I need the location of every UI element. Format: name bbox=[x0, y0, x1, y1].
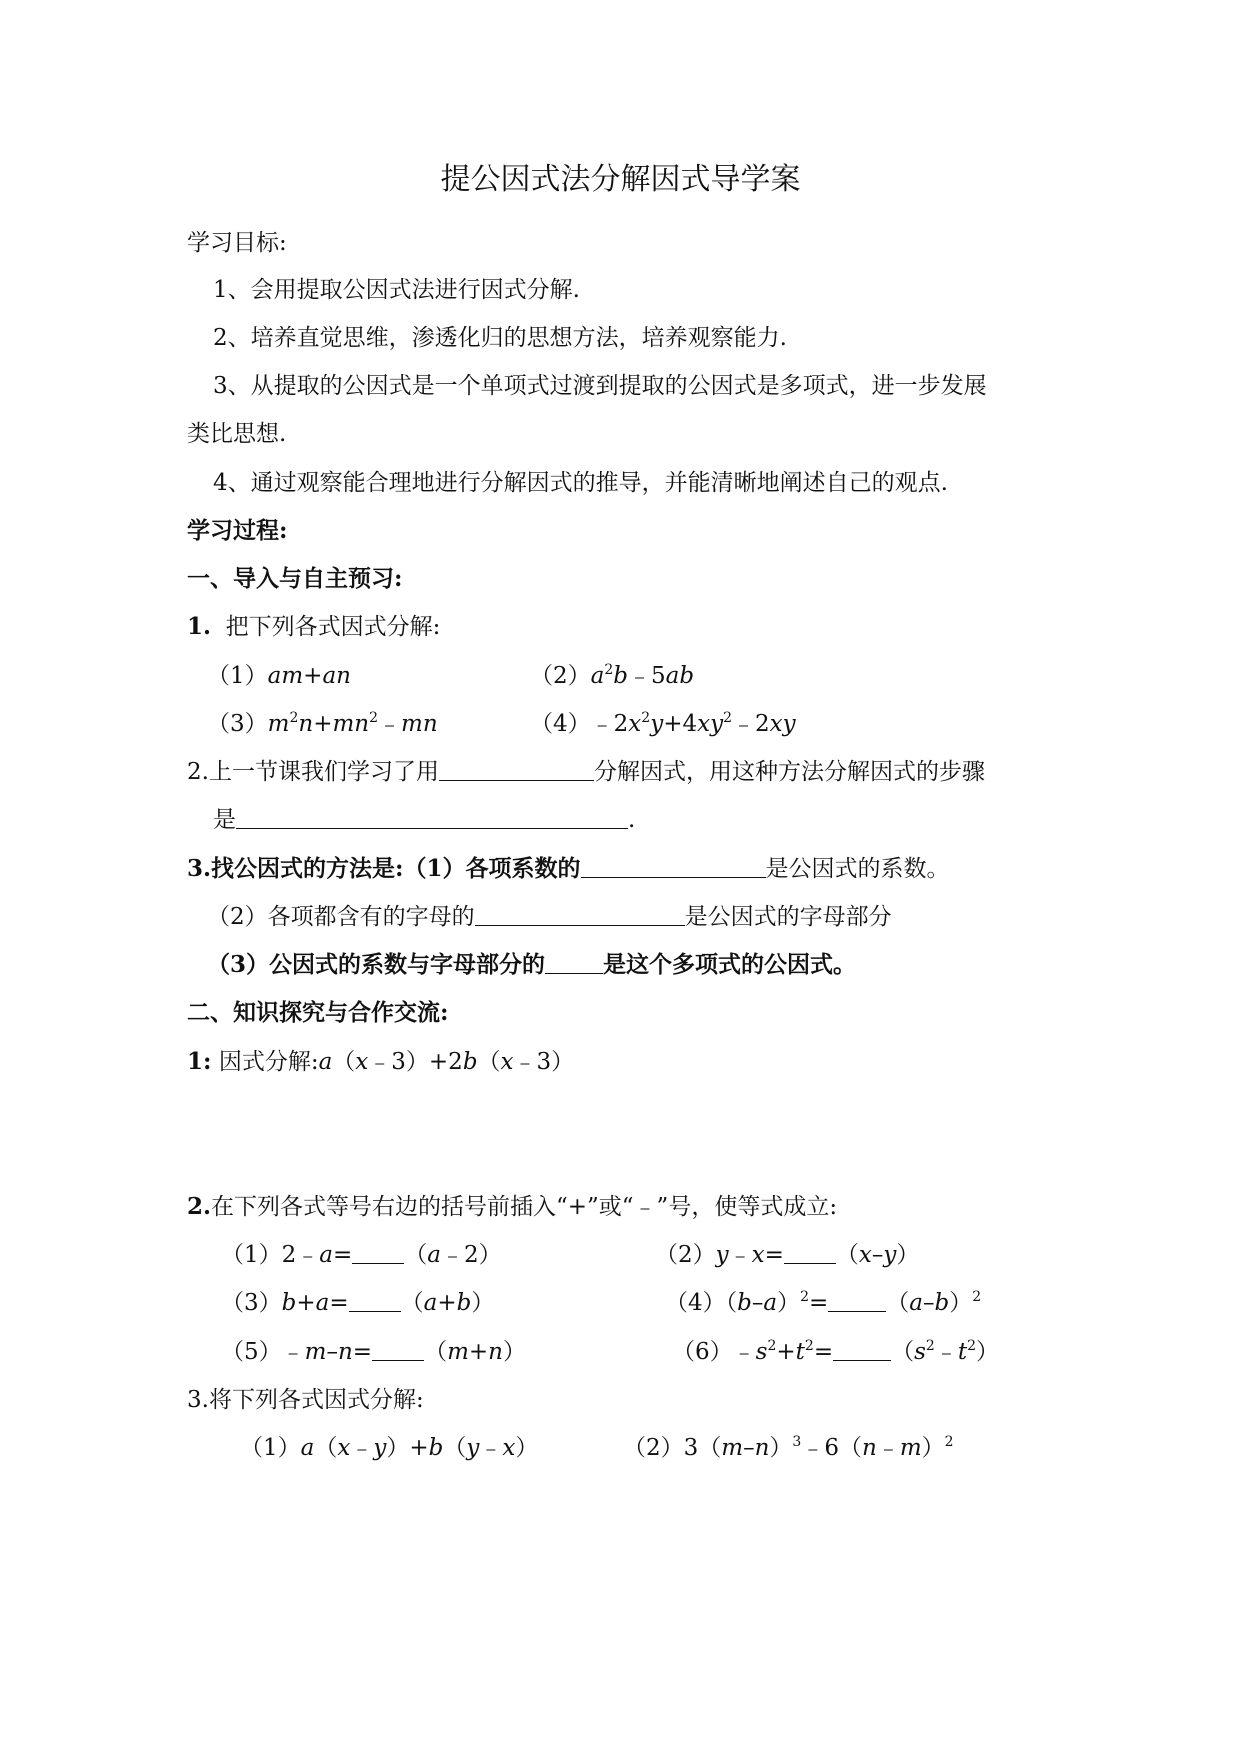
sign-blank[interactable] bbox=[352, 1241, 404, 1264]
section1-heading: 一、导入与自主预习: bbox=[187, 565, 403, 592]
sign-item-2: （2）y﹣x= （x–y） bbox=[655, 1242, 920, 1268]
expression-1: （1）am+an bbox=[207, 663, 351, 689]
factor-item-1: （1）a（x﹣y）+b（y﹣x） bbox=[240, 1435, 539, 1461]
objective-item-4: 4、通过观察能合理地进行分解因式的推导，并能清晰地阐述自己的观点. bbox=[213, 470, 948, 496]
sign-blank[interactable] bbox=[833, 1338, 891, 1361]
sign-blank[interactable] bbox=[828, 1289, 886, 1312]
section2-question-3: 3.将下列各式因式分解: bbox=[187, 1387, 424, 1413]
objective-item-3-continued: 类比思想. bbox=[187, 421, 287, 447]
process-heading: 学习过程: bbox=[187, 517, 288, 544]
question-text: 把下列各式因式分解: bbox=[225, 614, 441, 640]
section1-question-2: 2.上一节课我们学习了用 分解因式，用这种方法分解因式的步骤 bbox=[187, 759, 985, 785]
expression-2: $(2)a^2b﹣5ab$ bbox=[530, 662, 695, 689]
answer-blank[interactable] bbox=[439, 758, 594, 781]
sign-item-4: $(4)(b-a)^2= (a-b)^2$ bbox=[665, 1289, 982, 1316]
section2-question-1: 1: 因式分解:a（x﹣3）+2b（x﹣3） bbox=[187, 1048, 575, 1075]
sign-item-6: $(6)﹣s^2+t^2=$ $(s^2﹣t^2)$ bbox=[672, 1338, 1000, 1365]
page-title: 提公因式法分解因式导学案 bbox=[440, 162, 801, 197]
sign-blank[interactable] bbox=[349, 1289, 401, 1312]
sign-item-5: （5）﹣m–n= （m+n） bbox=[221, 1339, 526, 1365]
question-number: 1. bbox=[187, 613, 212, 640]
objectives-heading: 学习目标: bbox=[187, 230, 287, 256]
section1-question-2-continued: 是 . bbox=[213, 807, 636, 833]
answer-blank[interactable] bbox=[545, 951, 603, 974]
section2-heading: 二、知识探究与合作交流: bbox=[187, 999, 449, 1026]
section1-question-3: 3.找公因式的方法是:（1）各项系数的 是公因式的系数。 bbox=[187, 855, 950, 882]
section2-question-2: 2.在下列各式等号右边的括号前插入“+”或“﹣”号，使等式成立: bbox=[187, 1193, 838, 1220]
sign-blank[interactable] bbox=[784, 1241, 836, 1264]
answer-blank[interactable] bbox=[236, 806, 628, 829]
objective-item-1: 1、会用提取公因式法进行因式分解. bbox=[213, 277, 580, 303]
answer-blank[interactable] bbox=[475, 903, 685, 926]
section1-question-3-part-2: （2）各项都含有的字母的 是公因式的字母部分 bbox=[207, 904, 892, 930]
sign-item-3: （3）b+a= （a+b） bbox=[221, 1290, 495, 1316]
factor-item-2: $(2)3(m-n)^3﹣6(n﹣m)^2$ bbox=[623, 1434, 954, 1461]
objective-item-2: 2、培养直觉思维，渗透化归的思想方法，培养观察能力. bbox=[213, 325, 787, 351]
answer-blank[interactable] bbox=[581, 855, 766, 878]
expression-4: $(4)﹣2x^2y+4xy^2﹣2xy$ bbox=[530, 710, 796, 737]
expression-3: $(3)m^2n+mn^2﹣mn$ bbox=[207, 710, 438, 737]
section1-question-3-part-3: （3）公因式的系数与字母部分的 是这个多项式的公因式。 bbox=[207, 951, 857, 978]
sign-item-1: （1）2﹣a= （a﹣2） bbox=[221, 1242, 502, 1268]
section1-question-1 bbox=[187, 612, 440, 642]
objective-item-3: 3、从提取的公因式是一个单项式过渡到提取的公因式是多项式，进一步发展 bbox=[213, 373, 987, 399]
sign-blank[interactable] bbox=[372, 1338, 424, 1361]
